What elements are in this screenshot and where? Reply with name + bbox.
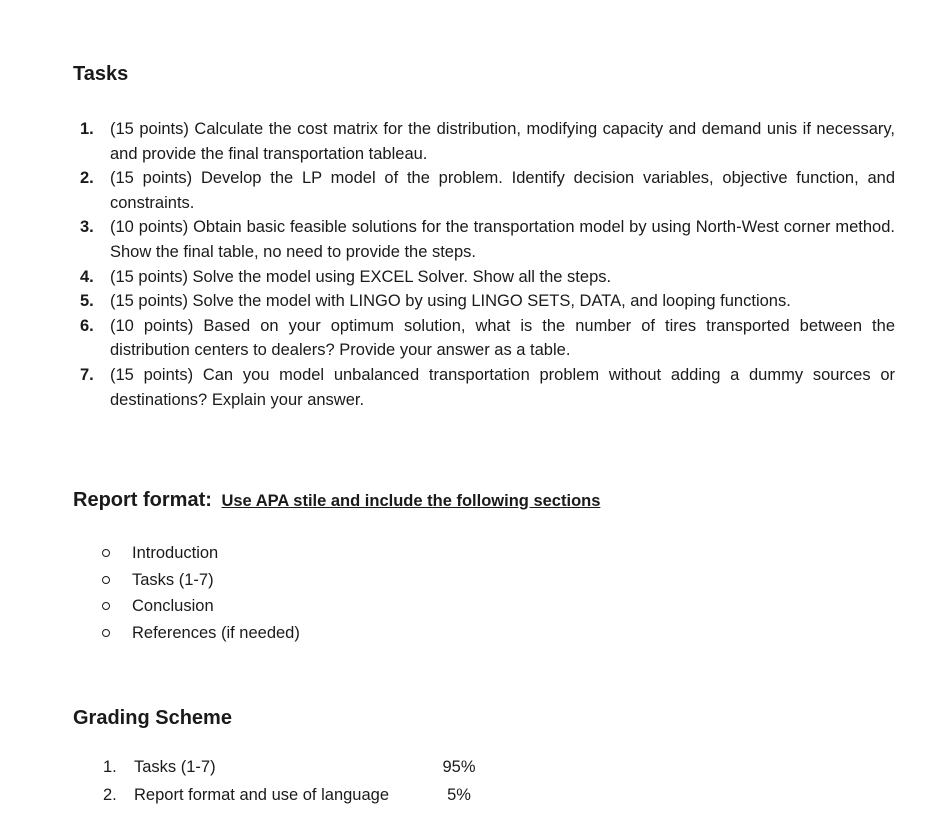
list-item [101, 567, 300, 594]
task-item-5 [80, 289, 895, 314]
task-text: (15 points) Develop the LP model of the problem. Identify decision variables, objective function, and constraints. [110, 169, 895, 212]
report-format-heading [73, 489, 600, 512]
hollow-circle-bullet-icon [102, 549, 110, 557]
task-item-1 [80, 117, 895, 166]
task-item-6 [80, 314, 895, 363]
task-number: 5. [80, 292, 94, 311]
hollow-circle-bullet-icon [102, 576, 110, 584]
task-text: (10 points) Obtain basic feasible solutions for the transportation model by using North-West corner method. Show the final table, no need to provide the steps. [110, 218, 895, 261]
task-number: 1. [80, 120, 94, 138]
hollow-circle-bullet-icon [102, 602, 110, 610]
task-number: 6. [80, 316, 94, 335]
task-item-3 [80, 215, 895, 264]
section-label: References (if needed) [132, 623, 300, 642]
task-text: (15 points) Can you model unbalanced transportation problem without adding a dummy sources or destinations? Explain your answer. [110, 365, 895, 409]
grading-percent: 5% [447, 785, 471, 804]
list-item [101, 620, 300, 647]
task-item-4 [80, 265, 895, 290]
task-number: 2. [80, 169, 94, 188]
grading-label: Report format and use of language [134, 785, 390, 804]
task-text: (15 points) Solve the model using EXCEL Solver. Show all the steps. [110, 267, 612, 286]
task-text: (15 points) Solve the model with LINGO by using LINGO SETS, DATA, and looping functions. [110, 292, 791, 311]
task-number: 4. [80, 267, 94, 286]
hollow-circle-bullet-icon [102, 629, 110, 637]
report-format-label: Report format: [73, 489, 212, 511]
grading-item-report-format [103, 782, 483, 810]
tasks-heading: Tasks [73, 63, 129, 85]
task-item-2 [80, 166, 895, 215]
grading-label: Tasks (1-7) [134, 758, 216, 776]
task-item-7 [80, 363, 895, 412]
grading-item-tasks [103, 754, 483, 782]
task-text: (15 points) Calculate the cost matrix for the distribution, modifying capacity and demand unis if necessary, and provide the final transportation tableau. [110, 120, 895, 163]
list-item [101, 540, 300, 567]
grading-percent: 95% [442, 758, 476, 776]
report-section-list [101, 540, 300, 646]
section-label: Conclusion [132, 597, 214, 615]
section-label: Introduction [132, 544, 219, 562]
report-format-instruction: Use APA stile and include the following sections [221, 492, 601, 510]
task-number: 3. [80, 218, 94, 237]
grading-number: 1. [103, 758, 117, 776]
task-text: (10 points) Based on your optimum solution, what is the number of tires transported between the distribution centers to dealers? Provide your answer as a table. [110, 316, 895, 360]
task-list [80, 117, 895, 412]
grading-scheme-heading: Grading Scheme [73, 707, 232, 729]
grading-list [103, 754, 483, 809]
task-number: 7. [80, 365, 94, 384]
list-item [101, 593, 300, 620]
grading-number: 2. [103, 785, 117, 804]
section-label: Tasks (1-7) [132, 570, 214, 589]
